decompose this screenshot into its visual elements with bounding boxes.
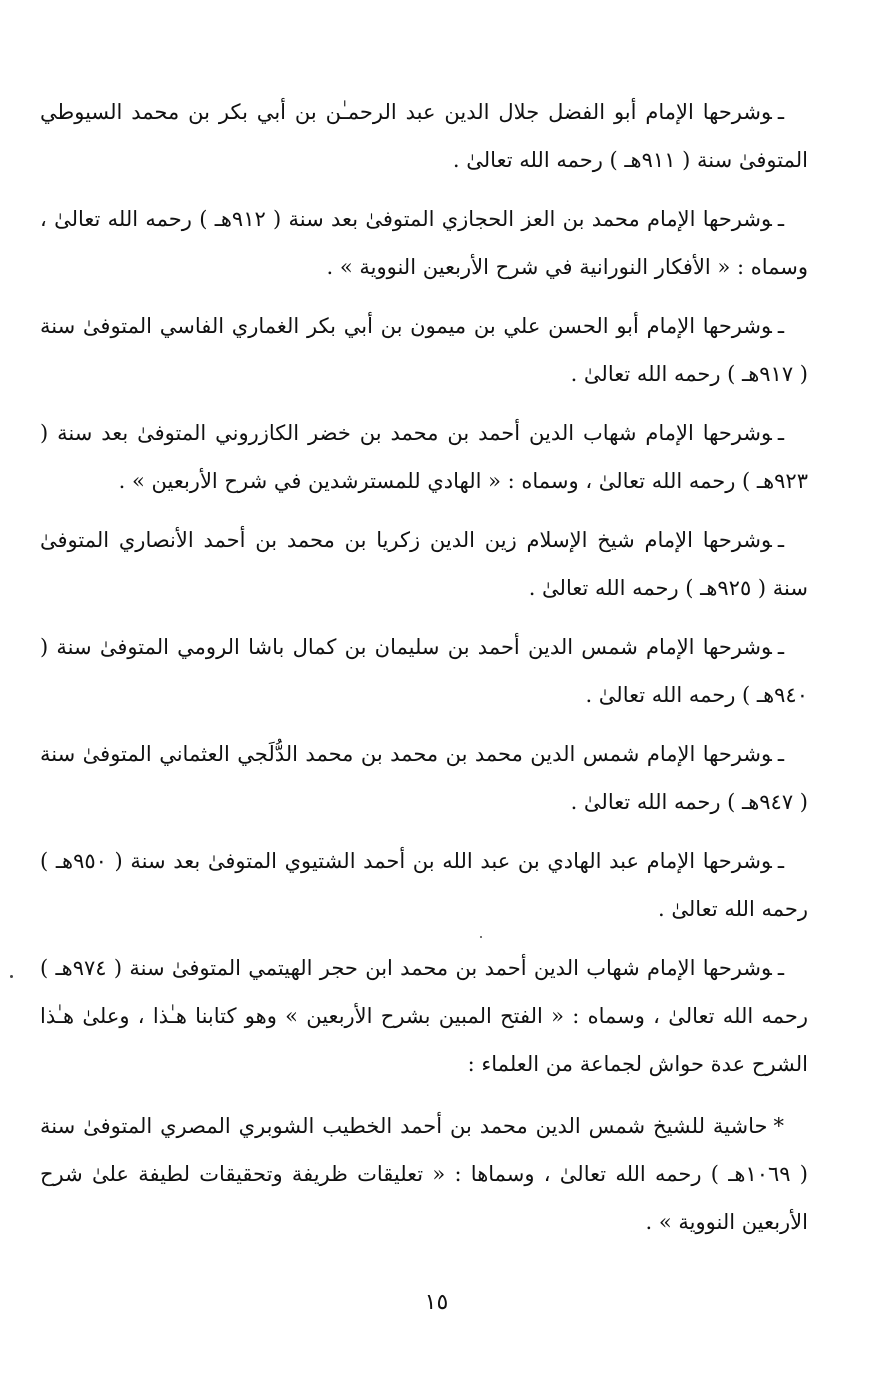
paragraph-dash: ـ <box>777 207 784 231</box>
paragraph-haytami <box>40 944 808 1088</box>
paragraph-dash: ـ <box>777 635 784 659</box>
paragraph-text: وشرحها الإمام شهاب الدين أحمد بن محمد ابن حجر الهيتمي المتوفىٰ سنة ( ٩٧٤هـ ) رحمه الله تعالىٰ ، وسماه : « الفتح المبين بشرح الأربعين » وهو كتابنا هـٰذا ، وعلىٰ هـٰذا الشرح عدة حواش لجماعة من العلماء : <box>40 956 808 1076</box>
paragraph-text: وشرحها الإمام عبد الهادي بن عبد الله بن أحمد الشتيوي المتوفىٰ بعد سنة ( ٩٥٠هـ ) رحمه الله تعالىٰ . <box>40 849 808 921</box>
paragraph-kazaruni <box>40 409 808 505</box>
paragraph-text: حاشية للشيخ شمس الدين محمد بن أحمد الخطيب الشوبري المصري المتوفىٰ سنة ( ١٠٦٩هـ ) رحمه الله تعالىٰ ، وسماها : « تعليقات ظريفة وتحقيقات لطيفة علىٰ شرح الأربعين النووية » . <box>40 1114 808 1234</box>
paragraph-shutaywi <box>40 837 808 933</box>
paragraph-dash: ـ <box>777 421 784 445</box>
paragraph-ansari <box>40 516 808 612</box>
paragraph-text: وشرحها الإمام شهاب الدين أحمد بن محمد بن خضر الكازروني المتوفىٰ بعد سنة ( ٩٢٣هـ ) رحمه الله تعالىٰ ، وسماه : « الهادي للمسترشدين في شرح الأربعين » . <box>40 421 808 493</box>
paragraph-dash: ـ <box>777 849 784 873</box>
paragraph-dash: ـ <box>777 742 784 766</box>
paragraph-text: وشرحها الإمام شمس الدين أحمد بن سليمان بن كمال باشا الرومي المتوفىٰ سنة ( ٩٤٠هـ ) رحمه الله تعالىٰ . <box>40 635 808 707</box>
page-number: ١٥ <box>424 1290 449 1315</box>
paragraph-ghumari <box>40 302 808 398</box>
paragraph-dash: ـ <box>777 314 784 338</box>
paragraph-dulaji <box>40 730 808 826</box>
scan-speck <box>10 975 13 978</box>
scan-speck <box>480 936 482 938</box>
paragraph-text: وشرحها الإمام محمد بن العز الحجازي المتوفىٰ بعد سنة ( ٩١٢هـ ) رحمه الله تعالىٰ ، وسماه : « الأفكار النورانية في شرح الأربعين النووية » . <box>40 207 808 279</box>
paragraph-shawbari-note <box>40 1102 808 1246</box>
paragraph-hijazi <box>40 195 808 291</box>
page-body <box>40 88 808 1257</box>
paragraph-dash: ـ <box>777 100 784 124</box>
paragraph-text: وشرحها الإمام أبو الحسن علي بن ميمون بن أبي بكر الغماري الفاسي المتوفىٰ سنة ( ٩١٧هـ ) رحمه الله تعالىٰ . <box>40 314 808 386</box>
asterisk-icon: * <box>773 1114 784 1138</box>
paragraph-text: وشرحها الإمام أبو الفضل جلال الدين عبد الرحمـٰن بن أبي بكر بن محمد السيوطي المتوفىٰ سنة ( ٩١١هـ ) رحمه الله تعالىٰ . <box>40 100 808 172</box>
paragraph-kamal-pasha <box>40 623 808 719</box>
paragraph-dash: ـ <box>777 528 784 552</box>
paragraph-suyuti <box>40 88 808 184</box>
paragraph-text: وشرحها الإمام شمس الدين محمد بن محمد بن محمد الدُّلَجي العثماني المتوفىٰ سنة ( ٩٤٧هـ ) رحمه الله تعالىٰ . <box>40 742 808 814</box>
paragraph-text: وشرحها الإمام شيخ الإسلام زين الدين زكريا بن محمد بن أحمد الأنصاري المتوفىٰ سنة ( ٩٢٥هـ ) رحمه الله تعالىٰ . <box>40 528 808 600</box>
paragraph-dash: ـ <box>777 956 784 980</box>
